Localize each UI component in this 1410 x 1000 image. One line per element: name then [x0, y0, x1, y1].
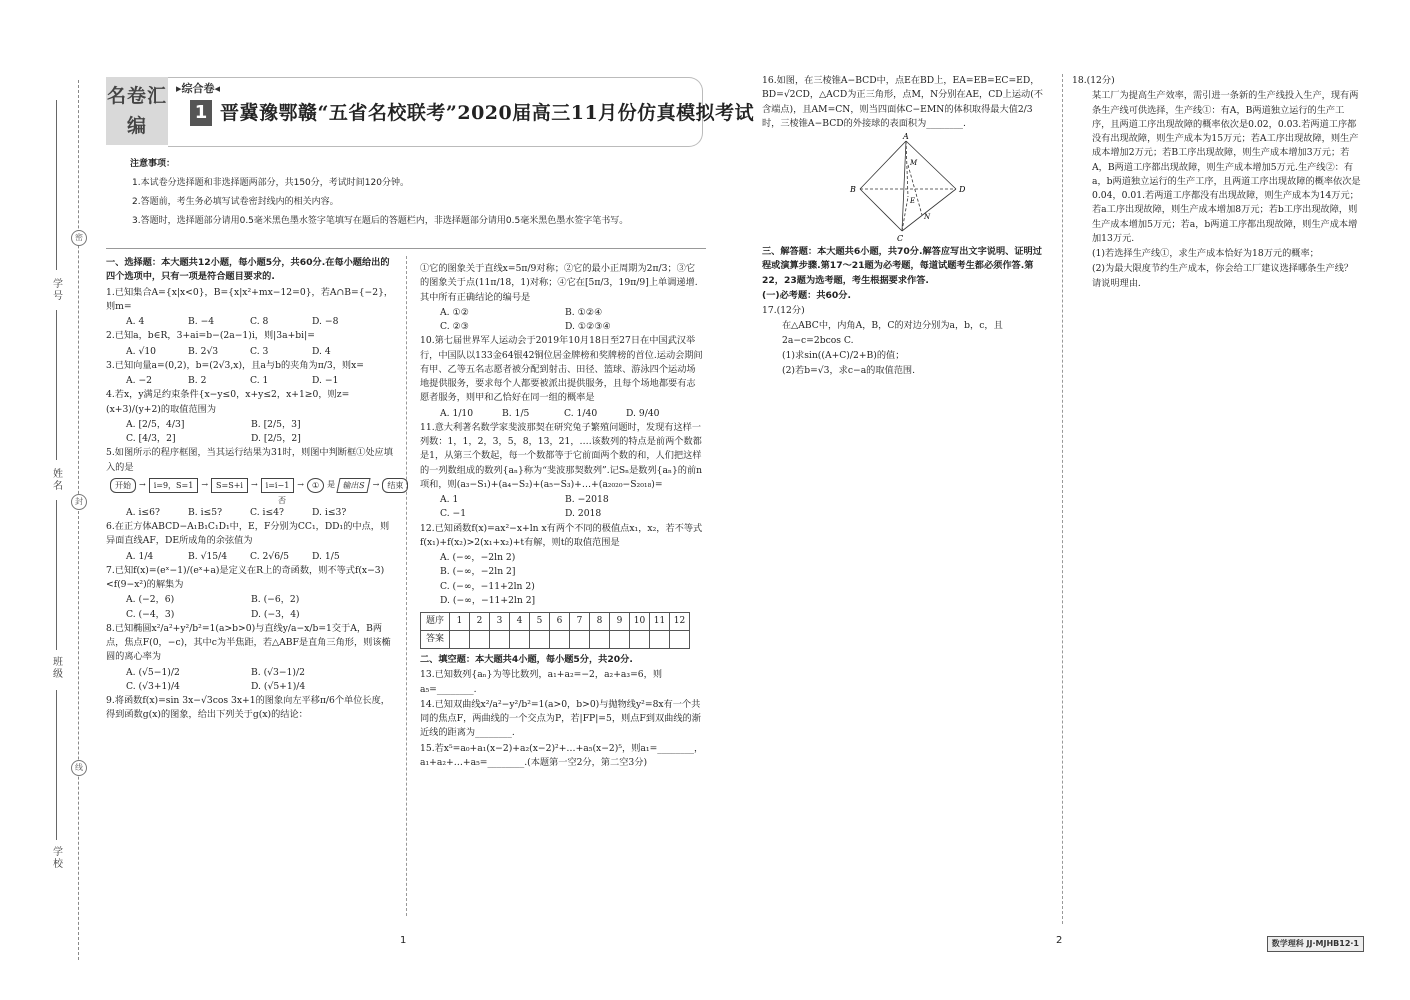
edge-ac [902, 141, 906, 231]
name-line-top [56, 310, 57, 460]
table-cell: 7 [570, 613, 590, 631]
question-8: 8.已知椭圆x²/a²+y²/b²=1(a>b>0)与直线y/a−x/b=1交于A，B两点，焦点F(0，−c)，其中c为半焦距，若△ABF是直角三角形，则该椭圆的离心率为 [106, 622, 391, 663]
option: B. (√3−1)/2 [251, 666, 305, 678]
option: B. (−∞，−2ln 2] [440, 566, 516, 578]
answer-cell[interactable] [450, 631, 470, 649]
question-15: 15.若x⁵=a₀+a₁(x−2)+a₂(x−2)²+…+a₅(x−2)⁵，则a₁=________，a₁+a₂+…+a₅=________.(本题第一空2分，第二空3分) [420, 742, 704, 768]
student-id-line [56, 100, 57, 270]
question-18: 18.(12分) [1072, 75, 1115, 86]
option: D. 2018 [565, 508, 602, 520]
table-row [421, 613, 690, 631]
flow-end: 结束 [382, 478, 408, 493]
option: B. 2√3 [188, 345, 219, 357]
flow-decrement: i=i−1 [261, 478, 295, 493]
option: A. 1/10 [440, 407, 474, 419]
flow-no: 否 [278, 495, 286, 505]
option: C. 1/40 [564, 407, 598, 419]
table-cell: 3 [490, 613, 510, 631]
option: A. 1 [440, 494, 459, 505]
question-13: 13.已知数列{aₙ}为等比数列，a₁+a₂=−2，a₂+a₃=6，则a₅=________. [420, 669, 663, 695]
table-cell: 6 [550, 613, 570, 631]
table-answer-label: 答案 [421, 631, 450, 649]
option: A. (√5−1)/2 [126, 666, 180, 678]
question-6-options [106, 550, 394, 564]
label-e: E [910, 197, 916, 205]
option: B. √15/4 [188, 550, 228, 562]
option: A. (−2，6) [126, 594, 175, 606]
arrow-icon: → [201, 480, 209, 490]
answer-cell[interactable] [670, 631, 690, 649]
question-17: 17.(12分) [762, 305, 805, 316]
edge-bc [860, 189, 902, 231]
flow-init: i=9，S=1 [149, 478, 199, 493]
option: A. −2 [126, 375, 153, 386]
option: B. 1/5 [502, 407, 530, 419]
answer-cell[interactable] [650, 631, 670, 649]
page-title: 晋冀豫鄂赣“五省名校联考”2020届高三11月份仿真模拟考试 [220, 102, 755, 124]
section-choice-heading: 一、选择题：本大题共12小题，每小题5分，共60分.在每小题给出的四个选项中，只有一项是符合题目要求的. [106, 257, 390, 283]
question-3: 3.已知向量a=(0,2)，b=(2√3,x)，且a与b的夹角为π/3，则x= [106, 359, 364, 371]
name-label: 姓名 [50, 468, 62, 492]
section-answer-heading: 三、解答题：本大题共6小题，共70分.解答应写出文字说明、证明过程或演算步骤.第17～21题为必考题，每道试题考生都必须作答.第22，23题为选考题，考生根据要求作答. [762, 246, 1042, 286]
question-9-continued: ①它的图象关于直线x=5π/9对称；②它的最小正周期为2π/3；③它的图象关于点(11π/18，1)对称；④它在[5π/3，19π/9]上单调递增.其中所有正确结论的编号是 [420, 263, 698, 303]
question-18-part-2: (2)为最大限度节约生产成本，你会给工厂建议选择哪条生产线？请说明理由. [1092, 263, 1354, 289]
option: D. i≤3? [312, 506, 347, 518]
option: C. (√3+1)/4 [126, 680, 180, 692]
column-2 [420, 262, 704, 771]
subsection-required: (一)必考题：共60分. [762, 289, 851, 301]
table-cell: 12 [670, 613, 690, 631]
flow-sum: S=S+i [211, 478, 248, 493]
arrow-icon: → [139, 480, 146, 490]
question-7-options [106, 593, 394, 622]
question-5-options [106, 506, 394, 520]
page-number-2: 2 [1056, 935, 1063, 946]
table-row [421, 631, 690, 649]
answer-cell[interactable] [550, 631, 570, 649]
answer-table [420, 612, 690, 649]
column-1 [106, 256, 404, 724]
option: A. √10 [126, 345, 157, 357]
table-cell: 8 [590, 613, 610, 631]
question-1: 1.已知集合A={x|x<0}，B={x|x²+mx−12=0}，若A∩B={−2}，则m= [106, 286, 394, 312]
option: D. ①②③④ [565, 321, 611, 332]
option: D. 1/5 [312, 550, 340, 562]
flow-decision: ① [307, 478, 324, 493]
binding-dashed-line [78, 80, 79, 960]
table-cell: 1 [450, 613, 470, 631]
question-11: 11.意大利著名数学家斐波那契在研究兔子繁殖问题时，发现有这样一列数：1，1，2，3，5，8，13，21，….该数列的特点是前两个数都是1，从第三个数起，每一个数都等于它前面两个数的和，人们把这样的一列数组成的数列{aₙ}称为“斐波那契数列”.记Sₙ是数列{aₙ}的前n项和，则(a₃−S₁)+(a₄−S₂)+(a₅−S₃)+…+(a₂₀₂₀−S₂₀₁₈)= [420, 421, 703, 490]
answer-cell[interactable] [570, 631, 590, 649]
arrow-icon: → [297, 480, 304, 490]
answer-cell[interactable] [610, 631, 630, 649]
flow-start: 开始 [110, 478, 136, 493]
option: D. (−∞，−11+2ln 2] [440, 594, 536, 606]
column-separator [1062, 74, 1063, 924]
question-3-options [106, 374, 394, 388]
option: C. [4/3，2] [126, 433, 176, 444]
question-4-options [106, 418, 394, 447]
table-cell: 9 [610, 613, 630, 631]
arrow-icon: → [372, 480, 380, 490]
option: D. (√5+1)/4 [251, 680, 306, 692]
option: A. ①② [440, 306, 469, 318]
option: C. (−∞，−11+2ln 2) [440, 580, 535, 592]
question-6: 6.在正方体ABCD−A₁B₁C₁D₁中，E，F分别为CC₁，DD₁的中点，则异面直线AF，DE所成角的余弦值为 [106, 521, 390, 547]
question-11-options [420, 493, 704, 522]
table-cell: 2 [470, 613, 490, 631]
section-fill-heading: 二、填空题：本大题共4小题，每小题5分，共20分. [420, 654, 633, 665]
label-n: N [924, 213, 931, 221]
table-cell: 11 [650, 613, 670, 631]
label-b: B [850, 185, 856, 194]
answer-cell[interactable] [470, 631, 490, 649]
flow-output: 输出S [337, 478, 372, 493]
option: D. −8 [312, 316, 339, 327]
question-17-part-1: (1)求sin((A+C)/2+B)的值； [782, 349, 905, 361]
option: A. 4 [126, 316, 145, 327]
label-d: D [959, 185, 966, 194]
option: C. 8 [250, 316, 269, 327]
footer-code: 数学理科 JJ·MJHB12·1 [1267, 936, 1364, 952]
notice-heading: 注意事项： [130, 159, 176, 169]
question-12-options [420, 551, 704, 608]
option: C. i≤4? [250, 506, 284, 518]
student-id-label: 学号 [50, 278, 62, 302]
option: A. i≤6? [126, 506, 160, 518]
notice-item-1: 1.本试卷分选择题和非选择题两部分，共150分，考试时间120分钟。 [132, 178, 409, 188]
notice-item-2: 2.答题前，考生务必填写试卷密封线内的相关内容。 [132, 197, 339, 207]
question-10-options [420, 407, 704, 421]
question-16: 16.如图，在三棱锥A−BCD中，点E在BD上，EA=EB=EC=ED，BD=√2CD，△ACD为正三角形，点M，N分别在AE，CD上运动(不含端点)，且AM=CN，则当四面体C−EMN的体积取得最大值2/3时，三棱锥A−BCD的外接球的表面积为________. [762, 75, 1043, 129]
option: B. i≤5? [188, 506, 223, 518]
option: D. (−3，4) [251, 608, 300, 620]
option: D. 4 [312, 345, 331, 357]
class-label: 班级 [50, 656, 62, 680]
question-10: 10.第七届世界军人运动会于2019年10月18日至27日在中国武汉举行，中国队以133金64银42铜位居金牌榜和奖牌榜的首位.运动会期间有甲、乙等五名志愿者被分配到射击、田径、篮球、游泳四个运动场地提供服务，要求每个人都要被派出提供服务，且每个场地都要有志愿者服务，则甲和乙恰好在同一组的概率是 [420, 335, 703, 404]
label-a: A [903, 133, 909, 141]
option: C. (−4，3) [126, 608, 175, 620]
table-header-label: 题序 [421, 613, 450, 631]
answer-cell[interactable] [590, 631, 610, 649]
option: A. [2/5，4/3] [126, 418, 185, 430]
school-label: 学校 [50, 846, 62, 870]
option: B. (−6，2) [251, 594, 300, 606]
question-5: 5.如图所示的程序框图，当其运行结果为31时，则图中判断框①处应填入的是 [106, 447, 393, 473]
seal-circle-xian: 线 [71, 760, 87, 776]
question-17-part-2: (2)若b=√3，求c−a的取值范围. [782, 365, 916, 376]
question-18-stem: 某工厂为提高生产效率，需引进一条新的生产线投入生产，现有两条生产线可供选择，生产线①：有A，B两道独立运行的生产工序，且两道工序出现故障的概率依次是0.02，0.03.若两道工序都没有出现故障，则生产成本为15万元；若A工序出现故障，则生产成本增加2万元；若B工序出现故障，则生产成本增加3万元；若A，B两道工序都出现故障，则生产成本增加5万元.生产线②：有a，b两道独立运行的生产工序，且两道工序出现故障的概率依次是0.04，0.01.若两道工序都没有出现故障，则生产成本为14万元；若a工序出现故障，则生产成本增加8万元；若b工序出现故障，则生产成本增加5万元；若a，b两道工序都出现故障，则生产成本增加13万元. [1092, 90, 1361, 244]
question-17-stem: 在△ABC中，内角A，B，C的对边分别为a，b，c，且2a−c=2bcos C. [782, 320, 1003, 346]
answer-cell[interactable] [630, 631, 650, 649]
page-number-1: 1 [400, 935, 407, 946]
segment-mn [908, 165, 922, 215]
label-c: C [897, 234, 904, 243]
option: D. 9/40 [626, 407, 660, 419]
column-4 [1072, 74, 1362, 292]
edge-ab [860, 141, 906, 189]
option: B. 2 [188, 375, 207, 386]
column-3 [762, 74, 1050, 379]
answer-cell[interactable] [530, 631, 550, 649]
flowchart [106, 478, 404, 493]
question-9: 9.将函数f(x)=sin 3x−√3cos 3x+1的图象向左平移π/6个单位长度，得到函数g(x)的图象，给出下列关于g(x)的结论： [106, 695, 390, 721]
option: C. 1 [250, 375, 269, 386]
option: D. [2/5，2] [251, 433, 301, 444]
header-separator [106, 248, 706, 249]
answer-cell[interactable] [490, 631, 510, 649]
question-4: 4.若x，y满足约束条件{x−y≤0，x+y≤2，x+1≥0，则z=(x+3)/(y+2)的取值范围为 [106, 389, 350, 415]
table-cell: 10 [630, 613, 650, 631]
option: C. −1 [440, 508, 467, 520]
paper-number: 1 [190, 100, 212, 126]
option: C. 3 [250, 345, 269, 357]
option: A. 1/4 [126, 550, 154, 562]
question-1-options [106, 315, 394, 329]
option: B. −4 [188, 316, 215, 327]
question-2-options [106, 345, 394, 359]
notice-block [130, 155, 690, 231]
label-m: M [910, 159, 918, 167]
option: A. (−∞，−2ln 2) [440, 552, 516, 563]
notice-item-3: 3.答题时，选择题部分请用0.5毫米黑色墨水签字笔填写在题后的答题栏内，非选择题部分请用0.5毫米黑色墨水签字笔书写。 [132, 216, 629, 226]
seal-circle-feng: 封 [71, 494, 87, 510]
table-cell: 5 [530, 613, 550, 631]
question-7: 7.已知f(x)=(eˣ−1)/(eˣ+a)是定义在R上的奇函数，则不等式f(x−3)<f(9−x²)的解集为 [106, 564, 385, 590]
question-14: 14.已知双曲线x²/a²−y²/b²=1(a>0，b>0)与抛物线y²=8x有一个共同的焦点F，两曲线的一个交点为P，若|FP|=5，则点F到双曲线的渐近线的距离为________. [420, 698, 701, 739]
option: B. [2/5，3] [251, 418, 301, 430]
table-cell: 4 [510, 613, 530, 631]
class-line [56, 500, 57, 650]
tetrahedron-figure [762, 133, 1050, 243]
seal-circle-mi: 密 [71, 230, 87, 246]
option: D. −1 [312, 375, 339, 386]
answer-cell[interactable] [510, 631, 530, 649]
edge-cd [902, 189, 956, 231]
school-line [56, 690, 57, 840]
option: C. 2√6/5 [250, 550, 290, 562]
brand-block: 名卷汇编 [106, 77, 168, 145]
flow-yes: 是 [327, 480, 336, 490]
option: C. ②③ [440, 321, 470, 332]
option: B. ①②④ [565, 306, 603, 318]
question-18-part-1: (1)若选择生产线①，求生产成本恰好为18万元的概率； [1092, 248, 1319, 259]
paper-tag: ▸综合卷◂ [176, 82, 221, 95]
option: B. −2018 [565, 494, 609, 505]
column-separator [406, 256, 407, 916]
question-9-options [420, 306, 704, 335]
arrow-icon: → [250, 480, 258, 490]
question-2: 2.已知a，b∈R，3+ai=b−(2a−1)i，则|3a+bi|= [106, 330, 315, 342]
question-8-options [106, 666, 394, 695]
question-12: 12.已知函数f(x)=ax²−x+ln x有两个不同的极值点x₁，x₂，若不等式f(x₁)+f(x₂)>2(x₁+x₂)+t有解，则t的取值范围是 [420, 522, 703, 548]
